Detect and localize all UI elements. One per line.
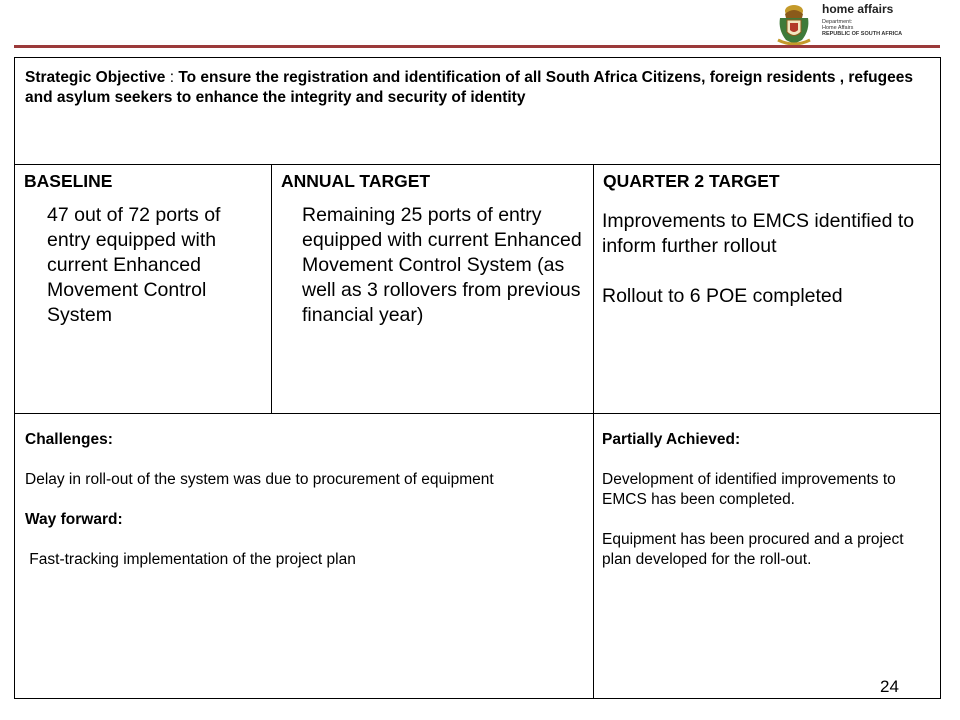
challenges-cell xyxy=(15,414,594,699)
quarter-target-improvements: Improvements to EMCS identified to inform further rollout xyxy=(602,210,915,257)
way-forward-title: Way forward: xyxy=(25,511,123,528)
status-equipment: Equipment has been procured and a project plan developed for the roll-out. xyxy=(602,531,904,568)
challenges-title: Challenges: xyxy=(25,431,113,448)
logo-line-home-affairs: Home Affairs xyxy=(822,25,854,31)
objective-label: Strategic Objective xyxy=(25,69,166,86)
header-baseline: BASELINE xyxy=(15,165,272,198)
header-quarter-2-target: QUARTER 2 TARGET xyxy=(594,165,941,198)
quarter-target-rollout: Rollout to 6 POE completed xyxy=(602,285,843,307)
annual-target-cell: Remaining 25 ports of entry equipped with current Enhanced Movement Control System (as well as 3 rollovers from previous financial year) xyxy=(272,197,594,414)
status-development: Development of identified improvements to EMCS has been completed. xyxy=(602,471,896,508)
way-forward-text: Fast-tracking implementation of the project plan xyxy=(25,551,356,568)
home-affairs-logo xyxy=(772,2,942,46)
header-divider xyxy=(14,45,940,48)
status-title: Partially Achieved: xyxy=(602,431,741,448)
strategic-objective-cell xyxy=(15,58,941,165)
coat-of-arms-icon xyxy=(772,2,816,46)
logo-line-department: Department: xyxy=(822,19,853,25)
logo-brand-text: home affairs xyxy=(822,2,894,16)
header-annual-target: ANNUAL TARGET xyxy=(272,165,594,198)
page-number: 24 xyxy=(880,677,899,696)
objective-text: To ensure the registration and identification of all South Africa Citizens, foreign residents , refugees and asylum seekers to enhance the integrity and security of identity xyxy=(25,69,913,106)
logo-line-republic: REPUBLIC OF SOUTH AFRICA xyxy=(822,31,903,37)
quarter-target-cell xyxy=(594,197,941,414)
challenges-text: Delay in roll-out of the system was due to procurement of equipment xyxy=(25,471,494,488)
baseline-cell: 47 out of 72 ports of entry equipped with current Enhanced Movement Control System xyxy=(15,197,272,414)
objective-separator: : xyxy=(165,69,179,86)
status-cell xyxy=(594,414,941,699)
performance-table xyxy=(14,57,941,699)
